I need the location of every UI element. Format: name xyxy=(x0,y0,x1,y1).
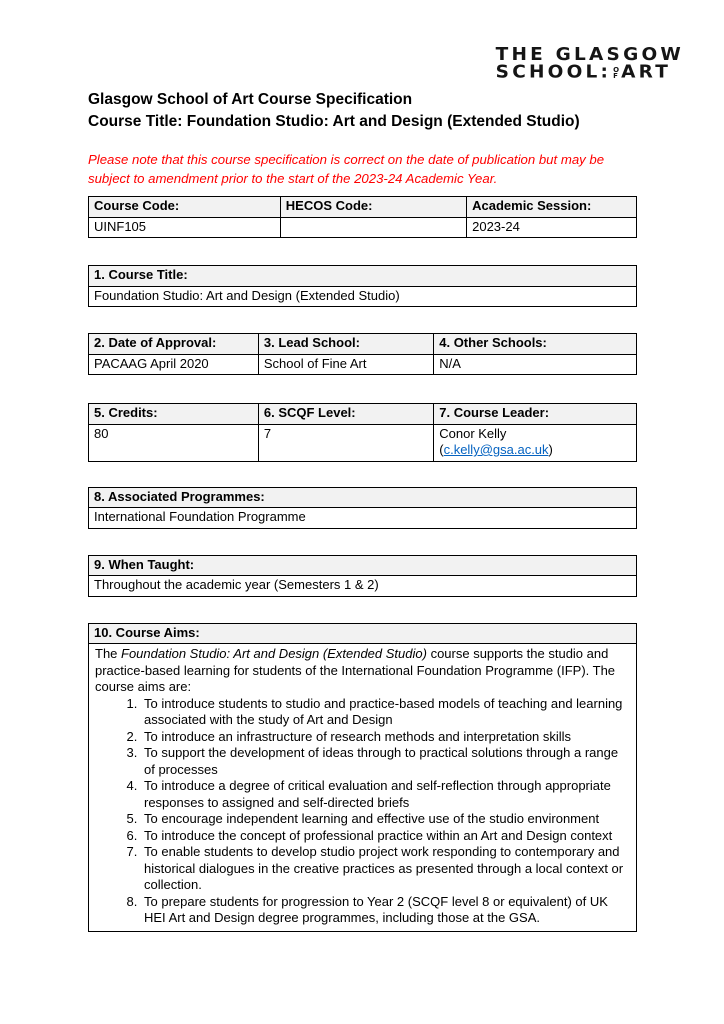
associated-programmes-value-cell: International Foundation Programme xyxy=(89,508,637,529)
other-schools-value-cell: N/A xyxy=(434,354,637,375)
course-title-table xyxy=(88,265,637,307)
document-title xyxy=(88,89,637,133)
date-of-approval-header-cell: 2. Date of Approval: xyxy=(89,334,259,355)
course-code-table xyxy=(88,196,637,238)
table-header-row xyxy=(89,555,637,576)
course-leader-value-cell xyxy=(434,424,637,461)
course-aims-header-cell: 10. Course Aims: xyxy=(89,623,637,644)
email-paren-open: ( xyxy=(439,442,444,457)
table-header-row xyxy=(89,487,637,508)
credits-header-cell: 5. Credits: xyxy=(89,404,259,425)
course-aims-list xyxy=(95,696,630,927)
course-aims-body-cell xyxy=(89,644,637,932)
course-aim-item: 4. To introduce a degree of critical evaluation and self-reflection through appropriate responses to assigned and self-directed briefs xyxy=(141,778,630,811)
table-value-row xyxy=(89,576,637,597)
table-value-row xyxy=(89,424,637,461)
credits-table xyxy=(88,403,637,462)
course-title-header-cell: 1. Course Title: xyxy=(89,266,637,287)
when-taught-header-cell: 9. When Taught: xyxy=(89,555,637,576)
course-aim-item: 1. To introduce students to studio and practice-based models of teaching and learning associated with the study of Art and Design xyxy=(141,696,630,729)
course-aim-item: 2. To introduce an infrastructure of research methods and interpretation skills xyxy=(141,729,630,746)
table-value-row xyxy=(89,286,637,307)
credits-value-cell: 80 xyxy=(89,424,259,461)
email-link[interactable]: c.kelly@gsa.ac.uk xyxy=(443,442,549,457)
lead-school-header-cell: 3. Lead School: xyxy=(258,334,433,355)
course-title-value-cell: Foundation Studio: Art and Design (Extended Studio) xyxy=(89,286,637,307)
title-line-2: Course Title: Foundation Studio: Art and Design (Extended Studio) xyxy=(88,113,580,130)
table-header-row xyxy=(89,334,637,355)
academic-session-value-cell: 2023-24 xyxy=(467,217,637,238)
course-aims-intro: The Foundation Studio: Art and Design (Extended Studio) course supports the studio and practice-based learning for students of the International Foundation Programme (IFP). The course aims are: xyxy=(95,646,616,694)
course-aim-item: 5. To encourage independent learning and effective use of the studio environment xyxy=(141,811,630,828)
gsa-logo-line2 xyxy=(496,64,684,81)
course-code-header-cell: Course Code: xyxy=(89,197,281,218)
email-paren-close: ) xyxy=(548,442,553,457)
table-value-row xyxy=(89,508,637,529)
approval-table xyxy=(88,333,637,375)
course-aim-item: 6. To introduce the concept of professional practice within an Art and Design context xyxy=(141,828,630,845)
title-line-1: Glasgow School of Art Course Specification xyxy=(88,91,413,108)
lead-school-value-cell: School of Fine Art xyxy=(258,354,433,375)
gsa-logo-of: O F xyxy=(613,65,620,80)
course-leader-email-line xyxy=(439,442,631,459)
gsa-logo xyxy=(495,44,684,83)
table-header-row xyxy=(89,197,637,218)
hecos-code-header-cell: HECOS Code: xyxy=(280,197,466,218)
academic-session-header-cell: Academic Session: xyxy=(467,197,637,218)
associated-programmes-header-cell: 8. Associated Programmes: xyxy=(89,487,637,508)
course-code-value-cell: UINF105 xyxy=(89,217,281,238)
date-of-approval-value-cell: PACAAG April 2020 xyxy=(89,354,259,375)
gsa-logo-art: ART xyxy=(621,62,672,83)
course-aim-item: 8. To prepare students for progression to Year 2 (SCQF level 8 or equivalent) of UK HEI Art and Design degree programmes, including those at the GSA. xyxy=(141,894,630,927)
scqf-level-header-cell: 6. SCQF Level: xyxy=(258,404,433,425)
course-name-italic: Foundation Studio: Art and Design (Extended Studio) xyxy=(121,646,427,661)
table-header-row xyxy=(89,266,637,287)
amendment-notice: Please note that this course specification is correct on the date of publication but may be subject to amendment prior to the start of the 2023-24 Academic Year. xyxy=(88,152,605,186)
other-schools-header-cell: 4. Other Schools: xyxy=(434,334,637,355)
table-header-row xyxy=(89,404,637,425)
course-aims-table xyxy=(88,623,637,932)
when-taught-value-cell: Throughout the academic year (Semesters 1 & 2) xyxy=(89,576,637,597)
course-aim-item: 7. To enable students to develop studio project work responding to contemporary and historical dialogues in the creative practices as presented through a local context or collection. xyxy=(141,844,630,894)
course-leader-name: Conor Kelly xyxy=(439,425,507,441)
when-taught-table xyxy=(88,555,637,597)
scqf-level-value-cell: 7 xyxy=(258,424,433,461)
course-aim-item: 3. To support the development of ideas through to practical solutions through a range of processes xyxy=(141,745,630,778)
table-header-row xyxy=(89,623,637,644)
gsa-logo-school: SCHOOL: xyxy=(495,62,612,83)
hecos-code-value-cell xyxy=(280,217,466,238)
course-leader-header-cell: 7. Course Leader: xyxy=(434,404,637,425)
table-value-row xyxy=(89,217,637,238)
table-value-row xyxy=(89,354,637,375)
gsa-logo-line1: THE GLASGOW xyxy=(495,44,684,65)
associated-programmes-table xyxy=(88,487,637,529)
table-value-row xyxy=(89,644,637,932)
